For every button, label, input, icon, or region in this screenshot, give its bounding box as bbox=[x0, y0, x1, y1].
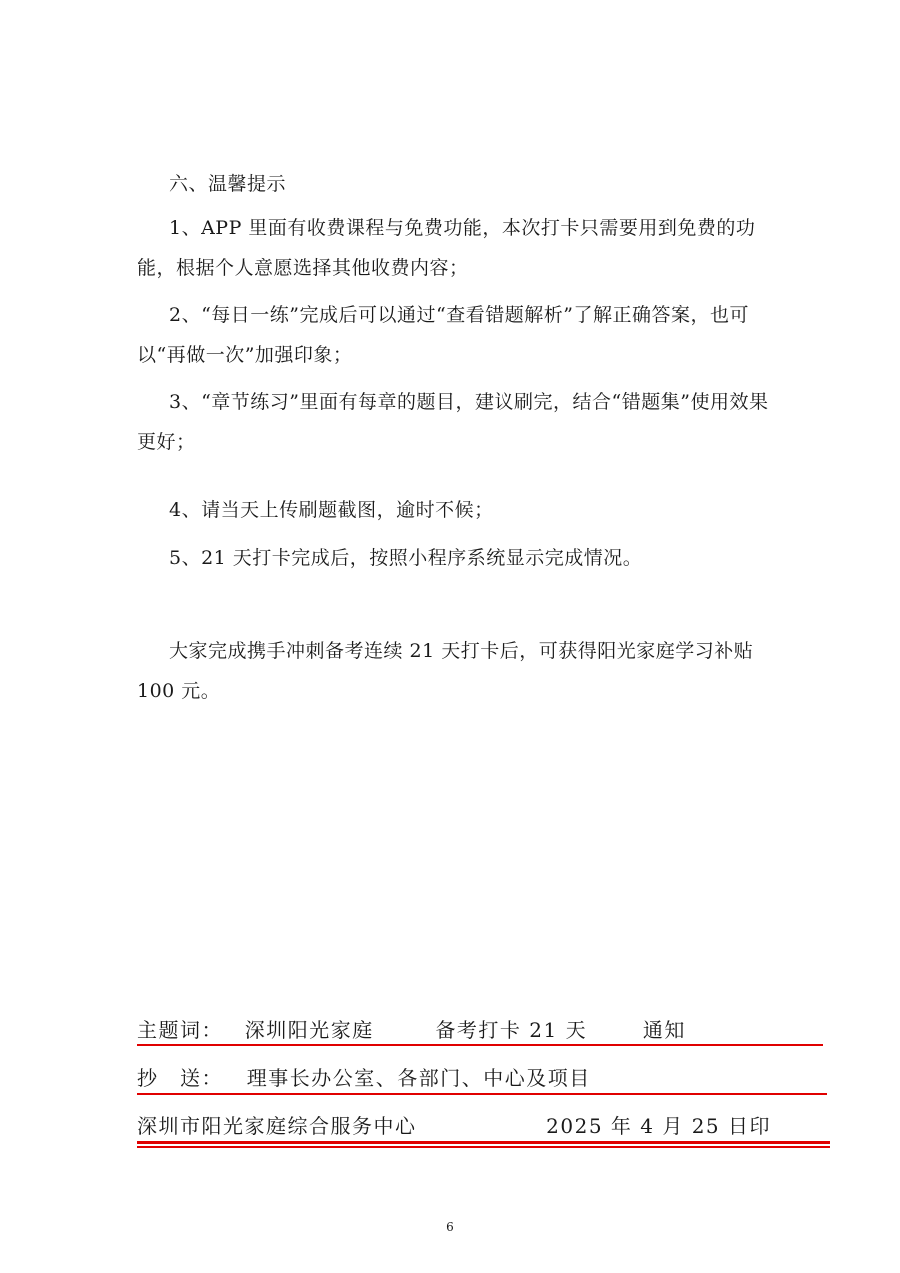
print-date: 2025 年 4 月 25 日印 bbox=[546, 1114, 771, 1138]
page-number: 6 bbox=[446, 1220, 454, 1234]
issuer-rule-bottom bbox=[137, 1146, 830, 1148]
cc-rule bbox=[137, 1093, 827, 1095]
tip-3: 3、“章节练习”里面有每章的题目，建议刷完，结合“错题集”使用效果更好； bbox=[137, 391, 769, 453]
tip-4: 4、请当天上传刷题截图，逾时不候； bbox=[169, 499, 494, 521]
closing-paragraph: 大家完成携手冲刺备考连续 21 天打卡后，可获得阳光家庭学习补贴 100 元。 bbox=[137, 640, 754, 702]
keyword-1: 深圳阳光家庭 bbox=[244, 1018, 374, 1042]
cc-line bbox=[137, 1062, 591, 1091]
keywords-label: 主题词： bbox=[137, 1018, 223, 1042]
issuer-name: 深圳市阳光家庭综合服务中心 bbox=[137, 1114, 417, 1138]
tip-5: 5、21 天打卡完成后，按照小程序系统显示完成情况。 bbox=[169, 547, 643, 569]
tip-1: 1、APP 里面有收费课程与免费功能，本次打卡只需要用到免费的功能，根据个人意愿选择其他收费内容； bbox=[137, 217, 756, 279]
section-heading: 六、温馨提示 bbox=[169, 173, 287, 195]
keyword-2: 备考打卡 21 天 bbox=[435, 1018, 588, 1042]
tip-2: 2、“每日一练”完成后可以通过“查看错题解析”了解正确答案，也可以“再做一次”加强印象； bbox=[137, 304, 749, 366]
cc-value: 理事长办公室、各部门、中心及项目 bbox=[246, 1066, 591, 1090]
keywords-rule bbox=[137, 1044, 823, 1046]
keywords-line bbox=[137, 1014, 686, 1043]
cc-label: 抄 送： bbox=[137, 1066, 223, 1090]
issuer-rule-top bbox=[137, 1141, 830, 1144]
keyword-3: 通知 bbox=[642, 1018, 686, 1042]
issuer-line bbox=[137, 1110, 771, 1139]
